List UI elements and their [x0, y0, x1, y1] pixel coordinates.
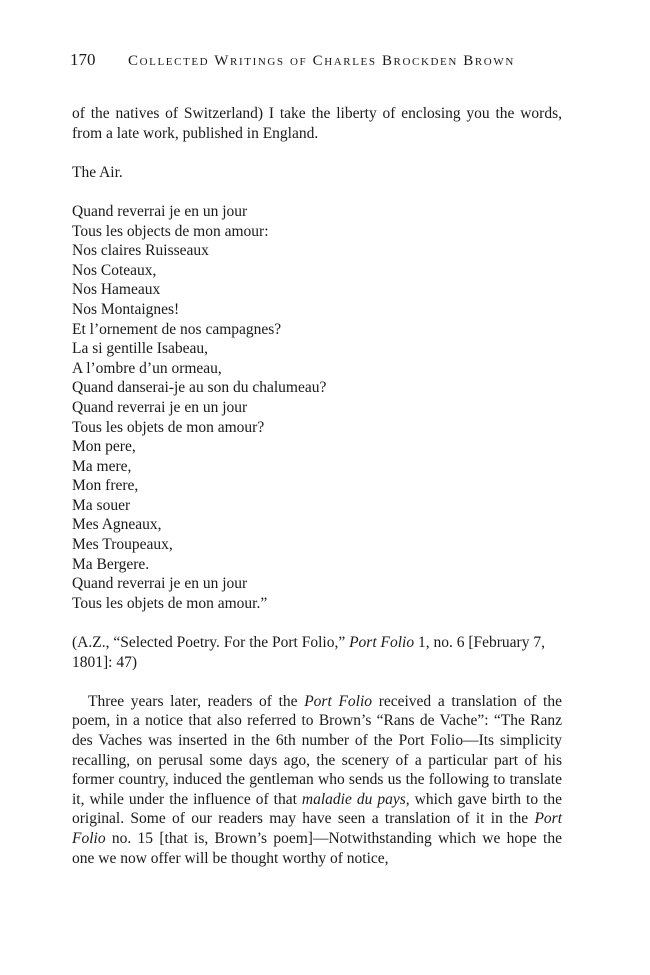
spacer [72, 613, 562, 633]
poem-line: Ma mere, [72, 457, 132, 475]
running-head-title: Collected Writings of Charles Brockden Brown [128, 53, 515, 69]
page-number: 170 [70, 50, 96, 69]
poem-line: Mon frere, [72, 477, 139, 495]
citation-journal: Port Folio [349, 634, 415, 652]
poem-line: Mes Troupeaux, [72, 536, 173, 554]
running-header [70, 50, 515, 70]
paragraph-text: no. 15 [that is, Brown’s poem]—Notwithstanding which we hope the one we now offer will be thought worthy of notice, [72, 829, 562, 867]
body-paragraph [72, 692, 562, 868]
poem [72, 202, 562, 613]
poem-line: Tous les objects de mon amour: [72, 222, 269, 240]
poem-line: Ma Bergere. [72, 555, 150, 573]
journal-title: Port Folio [72, 810, 562, 847]
poem-line: A l’ombre d’un ormeau, [72, 359, 222, 377]
poem-line: Quand danserai-je au son du chalumeau? [72, 379, 327, 397]
emphasis-phrase: maladie du pays [301, 790, 406, 808]
paragraph-text: Three years later, readers of the [88, 692, 305, 710]
opening-paragraph: of the natives of Switzerland) I take the liberty of enclosing you the words, from a late work, published in England. [72, 105, 562, 142]
spacer [72, 182, 562, 202]
poem-line: Nos Coteaux, [72, 261, 157, 279]
paragraph-text: , which gave birth to the original. Some of our readers may have seen a translation of it in the [72, 790, 563, 828]
citation [72, 633, 562, 672]
poem-line: Quand reverrai je en un jour [72, 202, 248, 220]
poem-line: Mes Agneaux, [72, 516, 162, 534]
poem-line: Nos Montaignes! [72, 300, 180, 318]
poem-line: Mon pere, [72, 438, 136, 456]
journal-title: Port Folio [304, 692, 373, 710]
poem-line: Nos claires Ruisseaux [72, 242, 209, 260]
poem-line: Et l’ornement de nos campagnes? [72, 320, 282, 338]
poem-line: Tous les objets de mon amour? [72, 418, 265, 436]
poem-line: Tous les objets de mon amour.” [72, 594, 268, 612]
spacer [72, 143, 562, 163]
spacer [72, 672, 562, 692]
paragraph-text: received a translation of the poem, in a notice that also referred to Brown’s “Rans de Vache”: “The Ranz des Vaches was inserted in the 6th number of the Port Folio—Its simplicity recalling, on perusal some days ago, the scenery of a particular part of his former country, induced the gentleman who sends us the following to translate it, while under the influence of that [72, 692, 562, 808]
page-body [72, 104, 562, 868]
poem-line: Nos Hameaux [72, 281, 161, 299]
poem-line: Ma souer [72, 496, 131, 514]
air-heading: The Air. [72, 163, 123, 181]
citation-text: (A.Z., “Selected Poetry. For the Port Folio,” [72, 634, 350, 652]
poem-line: Quand reverrai je en un jour [72, 398, 248, 416]
poem-line: Quand reverrai je en un jour [72, 575, 248, 593]
poem-line: La si gentille Isabeau, [72, 340, 209, 358]
citation-text: 1, no. 6 [February 7, 1801]: 47) [72, 634, 545, 671]
